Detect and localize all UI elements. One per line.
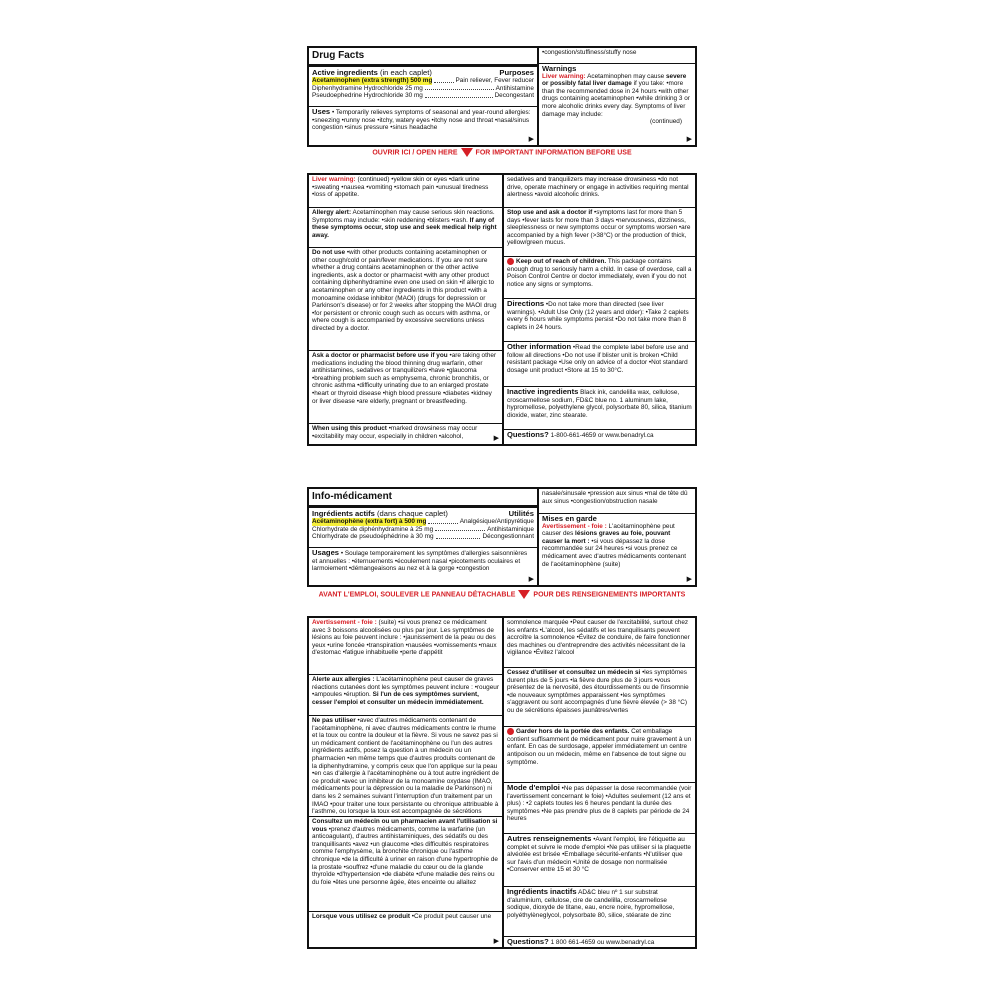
stop-use-label: Stop use and ask a doctor if bbox=[507, 209, 593, 216]
mises-en-garde-heading: Mises en garde bbox=[542, 514, 597, 523]
keep-out-text: This package contains enough drug to seriously harm a child. In case of overdose, call a Poison Control Centre or doctor immediately, even if you do not notice any signs or symptoms. bbox=[507, 258, 692, 288]
uses-heading: Uses bbox=[312, 107, 331, 116]
ne-pas-utiliser-section bbox=[309, 716, 502, 817]
drug-facts-inner-panel bbox=[307, 173, 697, 446]
allergy-alert-text: Acetaminophen may cause serious skin reactions. Symptoms may include: •skin reddening •blisters •rash. bbox=[312, 209, 495, 224]
consultez-avant-text: •prenez d'autres médicaments, comme la warfarine (un anticoagulant), d'autres antihistaminiques, des sédatifs ou des tranquillisants •avez •un glaucome •des difficultés respiratoires comme l'emphysème, la bronchite chronique ou l'asthme chronique •de la difficulté à uriner en raison d'une hypertrophie de la prostate •souffrez •d'une maladie du cœur ou de la glande thyroïde •d'hypertension •de diabète •d'une maladie des reins ou du foie •êtes une personne âgée, êtes enceinte ou allaitez bbox=[312, 825, 498, 886]
mode-emploi-section bbox=[504, 783, 695, 834]
garder-hors-label: Garder hors de la portée des enfants. bbox=[516, 728, 630, 736]
next-arrow-icon: ▶ bbox=[528, 136, 534, 143]
lorsque-utilisez-text: •Ce produit peut causer une bbox=[411, 913, 492, 920]
info-medicament-inner-panel bbox=[307, 616, 697, 949]
info-medicament-top-panel bbox=[307, 487, 697, 587]
ask-doctor-section bbox=[309, 351, 502, 424]
questions-label: Questions? bbox=[507, 430, 549, 439]
ask-doctor-label: Ask a doctor or pharmacist before use if you bbox=[312, 352, 448, 359]
consultez-avant-section bbox=[309, 817, 502, 912]
active-ingredients-subheading: (in each caplet) bbox=[379, 68, 432, 77]
ne-pas-utiliser-label: Ne pas utiliser bbox=[312, 717, 356, 724]
avant-emploi-info: POUR DES RENSEIGNEMENTS IMPORTANTS bbox=[533, 591, 686, 599]
next-arrow-icon: ▶ bbox=[528, 576, 534, 583]
avertissement-text-c: •si vous dépassez la dose recommandée sur 24 heures •si vous prenez ce médicament avec d'autres médicaments contenant de l'acétaminophène bbox=[542, 537, 687, 568]
liver-warning-bold: severe or possibly fatal liver damage bbox=[542, 72, 687, 88]
ingredient-row bbox=[312, 533, 534, 541]
suite-label: (suite) bbox=[602, 560, 621, 568]
continued-label: (continued) bbox=[650, 118, 682, 126]
purposes-heading: Purposes bbox=[499, 68, 534, 77]
autres-renseignements-label: Autres renseignements bbox=[507, 834, 592, 843]
inactive-ingredients-section bbox=[504, 387, 695, 430]
right-top-continuation: nasale/sinusale •pression aux sinus •mal de tête dû aux sinus •congestion/obstruction nasale bbox=[539, 489, 695, 514]
inactive-ingredients-label: Inactive ingredients bbox=[507, 387, 579, 396]
triangle-down-icon bbox=[461, 148, 473, 157]
directions-section bbox=[504, 299, 695, 342]
ask-doctor-text: •are taking other medications including the blood thinning drug warfarin, other antihistamines, sedatives or tranquilizers •have •glaucoma •breathing problem such as emphysema, chronic bronchitis, or chronic asthma •difficulty urinating due to an enlarged prostate •heart or thyroid disease •high blood pressure •diabetes •kidney or liver disease •are elderly, pregnant or breastfeeding. bbox=[312, 352, 497, 405]
stop-dot-icon bbox=[507, 258, 514, 265]
info-medicament-left-column bbox=[309, 489, 539, 585]
drug-facts-title: Drug Facts bbox=[309, 48, 537, 67]
drug-facts-top-panel bbox=[307, 46, 697, 147]
utilites-heading: Utilités bbox=[508, 509, 534, 518]
cessez-label: Cessez d'utiliser et consultez un médecin si bbox=[507, 669, 641, 676]
lorsque-utilisez-label: Lorsque vous utilisez ce produit bbox=[312, 913, 411, 920]
ingredient-row bbox=[312, 77, 534, 85]
garder-hors-text: Cet emballage contient suffisamment de médicament pour nuire gravement à un enfant. En cas de surdosage, appeler immédiatement un centre antipoison ou un médecin, même en l'absence de tout signe ou symptôme. bbox=[507, 728, 692, 766]
mises-en-garde-section bbox=[539, 514, 695, 569]
active-ingredients-heading: Active ingredients bbox=[312, 68, 378, 77]
avertissement-bold: lésions graves au foie, pouvant causer la mort : bbox=[542, 530, 671, 545]
ingredient-name: Acetaminophen (extra strength) 500 mg bbox=[312, 77, 433, 84]
allergy-alert-label: Allergy alert: bbox=[312, 209, 352, 216]
uses-section bbox=[309, 107, 537, 133]
drug-facts-left-column bbox=[309, 48, 539, 145]
inner-right-column bbox=[504, 175, 695, 444]
questions-text[interactable]: 1 800 661-4659 ou www.benadryl.ca bbox=[550, 939, 655, 946]
ingredient-name: Chlorhydrate de diphénhydramine à 25 mg bbox=[312, 525, 434, 533]
when-using-continued: sedatives and tranquilizers may increase drowsiness •do not drive, operate machinery or engage in activities requiring mental alertness •avoid alcoholic drinks. bbox=[504, 175, 695, 208]
cessez-text: •les symptômes durent plus de 5 jours •la fièvre dure plus de 3 jours •vous présentez de la nervosité, des étourdissements ou de l'insomnie •de nouveaux symptômes apparaissent •les symptômes s'aggravent ou sont accompagnés d'une fièvre élevée (> 38 °C) ou de sécrétions épaisses jaunâtres/vertes bbox=[507, 669, 689, 714]
ingredient-purpose: Pain reliever, Fever reducer bbox=[455, 77, 534, 84]
alerte-allergies-text: L'acétaminophène peut causer de graves réactions cutanées dont les symptômes peuvent inclure : •rougeur •ampoules •éruption. bbox=[312, 676, 499, 699]
alerte-allergies-section bbox=[309, 675, 502, 716]
stop-dot-icon bbox=[507, 728, 514, 735]
lorsque-utilisez-section bbox=[309, 912, 502, 922]
drug-facts-right-column bbox=[539, 48, 695, 145]
when-using-label: When using this product bbox=[312, 425, 387, 432]
ingredient-row bbox=[312, 526, 534, 534]
ingredient-name: Pseudoephedrine Hydrochloride 30 mg bbox=[312, 92, 423, 100]
keep-out-label: Keep out of reach of children. bbox=[516, 258, 607, 266]
avant-emploi-banner[interactable] bbox=[300, 590, 704, 599]
inactive-ingredients-text: Black ink, candelilla wax, cellulose, croscarmellose sodium, FD&C blue no. 1 aluminum lake, hypromellose, polyethylene glycol, polysorbate 80, silica, titanium dioxide, water, zinc stearate. bbox=[507, 389, 692, 419]
consultez-avant-label: Consultez un médecin ou un pharmacien avant l'utilisation si vous bbox=[312, 818, 498, 833]
autres-renseignements-section bbox=[504, 834, 695, 887]
usages-text: • Soulage temporairement les symptômes d'allergies saisonnières et annuelles : •éternuements •écoulement nasal •picotements oculaires et larmoiement •démangeaisons au nez et à la gorge •congestion bbox=[312, 550, 528, 573]
info-medicament-title: Info-médicament bbox=[309, 489, 537, 508]
directions-label: Directions bbox=[507, 299, 545, 308]
avertissement-foie-suite bbox=[309, 618, 502, 675]
garder-hors-section bbox=[504, 727, 695, 783]
avertissement-text-a: L'acétaminophène peut causer des bbox=[542, 522, 675, 538]
ingredient-row bbox=[312, 85, 534, 93]
when-using-section bbox=[309, 424, 502, 441]
ingredient-purpose: Antihistamine bbox=[495, 84, 534, 92]
ingredients-inactifs-text: AD&C bleu nº 1 sur substrat d'aluminium, cellulose, cire de candelilla, croscarmellose sodique, dioxyde de titane, eau, encre noire, hypromellose, polyéthylèneglycol, polysorbate 80, silice, stéarate de zinc bbox=[507, 889, 675, 919]
ingredient-name: Acétaminophène (extra fort) à 500 mg bbox=[312, 518, 427, 525]
ingredients-actifs-heading: Ingrédients actifs bbox=[312, 509, 375, 518]
do-not-use-text: •with other products containing acetaminophen or other cough/cold or pain/fever medications. If you are not sure whether a drug contains acetaminophen or the other active ingredients, ask a doctor or pharmacist •with any other product containing diphenhydramine even one used on skin •if allergic to acetaminophen or any other ingredients in this product •with a monoamine oxidase inhibitor (MAOI) (drugs for depression or Parkinson's disease) or for 2 weeks after stopping the MAOI drug •for persistent or chronic cough such as occurs with asthma, or where cough is accompanied by excessive secretions unless directed by a doctor. bbox=[312, 249, 497, 332]
avertissement-suite-label: Avertissement - foie : bbox=[312, 619, 377, 626]
fr-inner-left-column bbox=[309, 618, 504, 947]
ingredient-row bbox=[312, 518, 534, 526]
lorsque-utilisez-suite: somnolence marquée •Peut causer de l'excitabilité, surtout chez les enfants •L'alcool, les sédatifs et les tranquilisants peuvent accroître la somnolence •Évitez de conduire, de faire fonctionner des machines ou d'entreprendre des activités nécessitant de la vigilance •Évitez l'alcool bbox=[504, 618, 695, 668]
allergy-alert-bold: If any of these symptoms occur, stop use and seek medical help right away. bbox=[312, 216, 497, 239]
right-top-continuation: •congestion/stuffiness/stuffy nose bbox=[539, 48, 695, 64]
do-not-use-section bbox=[309, 248, 502, 351]
uses-text: • Temporarily relieves symptoms of seasonal and year-round allergies: •sneezing •runny nose •itchy, watery eyes •itchy nose and throat •nasal/sinus congestion •sinus pressure •sinus headache bbox=[312, 109, 531, 132]
triangle-down-icon bbox=[518, 590, 530, 599]
liver-warning-continued bbox=[309, 175, 502, 208]
alerte-allergies-bold: Si l'un de ces symptômes survient, cesser l'emploi et consulter un médecin immédiatement. bbox=[312, 691, 484, 706]
do-not-use-label: Do not use bbox=[312, 249, 346, 256]
mode-emploi-text: •Ne pas dépasser la dose recommandée (voir l'avertissement concernant le foie) •Adultes seulement (12 ans et plus) : •2 caplets toutes les 6 heures pendant la durée des symptômes •Ne pas prendre plus de 8 caplets par période de 24 heures bbox=[507, 785, 692, 823]
autres-renseignements-text: •Avant l'emploi, lire l'étiquette au complet et suivre le mode d'emploi •Ne pas utiliser si la plaquette alvéolée est brisée •Emballage sécurité-enfants •N'utiliser que sur l'avis d'un médecin •Unité de dosage non normalisée •Conserver entre 15 et 30 °C bbox=[507, 836, 691, 874]
avertissement-suite-text: (suite) •si vous prenez ce médicament avec 3 boissons alcoolisées ou plus par jour. Les symptômes de lésions au foie peuvent inclure : •jaunissement de la peau ou des yeux •urine foncée •transpiration •nausées •vomissements •maux d'estomac •fatigue inhabituelle •perte d'appétit bbox=[312, 619, 497, 657]
avertissement-foie-label: Avertissement - foie : bbox=[542, 522, 607, 530]
ingredients-inactifs-section bbox=[504, 887, 695, 937]
other-info-section bbox=[504, 342, 695, 387]
ne-pas-utiliser-text: •avec d'autres médicaments contenant de l'acétaminophène, ni avec d'autres médicaments contre le rhume et la toux ou contre la douleur et la fièvre. Si vous ne savez pas si un médicament contient de l'acétaminophène ou l'un des autres ingrédients actifs, posez la question à un médecin ou un pharmacien •en même temps que d'autres produits contenant de la diphenhydramine, y compris ceux que l'on applique sur la peau •en cas d'allergie à l'acétaminophène ou à tout autre ingrédient de ce produit •avec un inhibiteur de la monoamine oxydase (IMAO, médicaments pour la dépression ou la maladie de Parkinson) ni dans les 2 semaines suivant l'interruption d'un traitement par un IMAO •pour traiter une toux persistante ou chronique attribuable à l'asthme, ou lorsque la toux est accompagnée de sécrétions bbox=[312, 717, 499, 816]
avant-emploi-label: AVANT L'EMPLOI, SOULEVER LE PANNEAU DÉTACHABLE bbox=[318, 591, 516, 599]
liver-warning-text-c: if you take: •more than the recommended dose in 24 hours •with other drugs containing acetaminophen •while drinking 3 or more alcoholic drinks every day. Symptoms of liver damage may include: bbox=[542, 80, 690, 118]
next-arrow-icon: ▶ bbox=[493, 435, 499, 442]
next-arrow-icon: ▶ bbox=[686, 576, 692, 583]
ingredients-inactifs-label: Ingrédients inactifs bbox=[507, 887, 577, 896]
ingredient-name: Chlorhydrate de pseudoéphédrine à 30 mg bbox=[312, 533, 434, 541]
liver-continued-label: Liver warning: bbox=[312, 176, 356, 183]
other-info-text: •Read the complete label before use and follow all directions •Do not use if blister unit is broken •Child resistant package •Use only on advice of a doctor •Not standard dosage unit product •Store at 15 to 30°C. bbox=[507, 344, 689, 374]
mode-emploi-label: Mode d'emploi bbox=[507, 783, 560, 792]
liver-warning-text-a: Acetaminophen may cause bbox=[587, 72, 665, 80]
ingredient-purpose: Antihistaminique bbox=[487, 525, 534, 533]
ingredients-actifs-subheading: (dans chaque caplet) bbox=[377, 509, 448, 518]
stop-use-text: •symptoms last for more than 5 days •fever lasts for more than 3 days •nervousness, dizziness, sleeplessness or new symptoms occur or symptoms worsen •are accompanied by a high fever (>38°C) or the production of thick, yellow/green mucus. bbox=[507, 209, 691, 247]
questions-section bbox=[504, 430, 695, 441]
active-ingredients-section bbox=[309, 67, 537, 107]
questions-text[interactable]: 1-800-661-4659 or www.benadryl.ca bbox=[550, 432, 654, 439]
open-here-banner[interactable] bbox=[300, 148, 704, 157]
directions-text: •Do not take more than directed (see liver warnings). •Adult Use Only (12 years and older): •Take 2 caplets every 6 hours while symptoms persist •Do not take more than 8 caplets in 24 hours. bbox=[507, 301, 689, 331]
liver-continued-text: (continued) •yellow skin or eyes •dark urine •sweating •nausea •vomiting •stomach pain •unusual tiredness •loss of appetite. bbox=[312, 176, 489, 199]
open-here-label: OUVRIR ICI / OPEN HERE bbox=[372, 149, 458, 157]
ingredient-purpose: Analgésique/Antipyrétique bbox=[459, 518, 534, 525]
questions-label: Questions? bbox=[507, 937, 549, 946]
ingredient-name: Diphenhydramine Hydrochloride 25 mg bbox=[312, 84, 423, 92]
usages-section bbox=[309, 548, 537, 574]
stop-use-section bbox=[504, 208, 695, 257]
questions-section bbox=[504, 937, 695, 948]
cessez-section bbox=[504, 668, 695, 727]
inner-left-column bbox=[309, 175, 504, 444]
warnings-section bbox=[539, 64, 695, 127]
fr-inner-right-column bbox=[504, 618, 695, 947]
next-arrow-icon: ▶ bbox=[686, 136, 692, 143]
next-arrow-icon: ▶ bbox=[493, 938, 499, 945]
alerte-allergies-label: Alerte aux allergies : bbox=[312, 676, 375, 683]
keep-out-section bbox=[504, 257, 695, 299]
ingredient-purpose: Décongestionnant bbox=[482, 533, 534, 541]
usages-heading: Usages bbox=[312, 548, 340, 557]
ingredient-row bbox=[312, 92, 534, 100]
other-info-label: Other information bbox=[507, 342, 572, 351]
liver-warning-label: Liver warning: bbox=[542, 72, 586, 80]
allergy-alert-section bbox=[309, 208, 502, 248]
ingredients-actifs-section bbox=[309, 508, 537, 548]
info-medicament-right-column bbox=[539, 489, 695, 585]
warnings-heading: Warnings bbox=[542, 64, 577, 73]
ingredient-purpose: Decongestant bbox=[494, 92, 534, 100]
when-using-text: •marked drowsiness may occur •excitability may occur, especially in children •alcohol, bbox=[312, 425, 478, 440]
open-here-info: FOR IMPORTANT INFORMATION BEFORE USE bbox=[475, 149, 632, 157]
